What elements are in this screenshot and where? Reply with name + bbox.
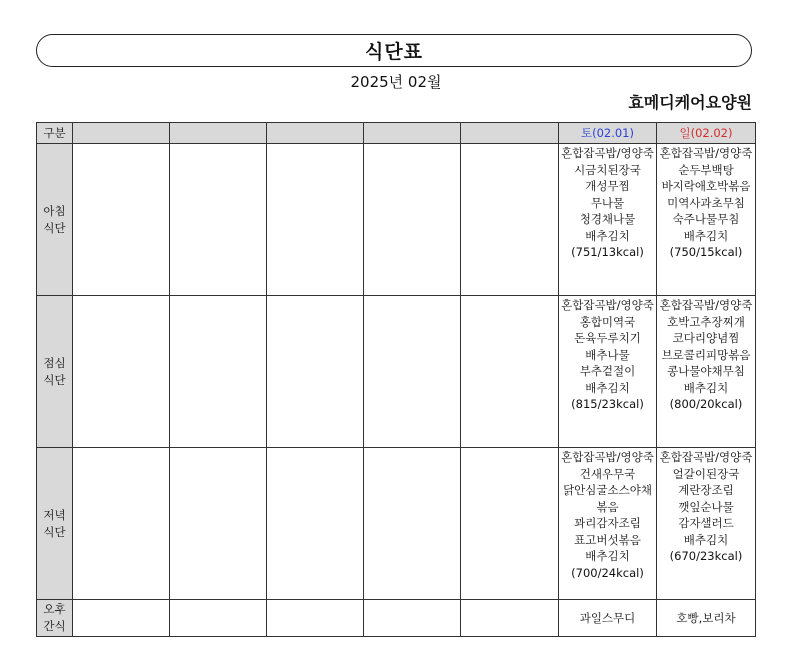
menu-item: 코다리양념찜 [672,331,740,345]
empty-cell [170,144,267,296]
menu-item: 혼합잡곡밥/영양죽 [659,298,753,312]
menu-item: 닭안심굴소스야채볶음 [563,483,652,514]
menu-item: 배추김치 [585,228,630,243]
menu-item: 건새우무국 [579,466,636,481]
row-label-line: 식단 [43,220,66,235]
menu-item: 부추겉절이 [579,364,636,378]
menu-item: 돈육두루치기 [574,331,641,345]
row-label-dinner [37,448,73,600]
day-header-sunday: 일(02.02) [657,123,756,144]
day-header-4 [364,123,461,144]
meal-table [36,122,756,637]
empty-cell [267,600,364,637]
menu-item: 얼갈이된장국 [672,466,740,481]
row-label-breakfast [37,144,73,296]
dinner-row [37,448,756,600]
row-label-line: 식단 [43,372,66,387]
empty-cell [73,296,170,448]
menu-item: 혼합잡곡밥/영양죽 [561,450,654,464]
menu-cell-sunday [657,144,756,296]
empty-cell [73,600,170,637]
menu-item: 표고버섯볶음 [574,532,641,547]
empty-cell [73,448,170,600]
empty-cell [267,296,364,448]
breakfast-row [37,144,756,296]
day-header-2 [170,123,267,144]
menu-item: (815/23kcal) [571,397,644,411]
menu-item: 무나물 [590,195,625,210]
menu-item: 배추김치 [683,380,729,395]
snack-row [37,600,756,637]
menu-item: 바지락애호박볶음 [661,179,751,193]
menu-item: 혼합잡곡밥/영양죽 [659,146,753,160]
menu-item: 혼합잡곡밥/영양죽 [659,450,753,464]
empty-cell [461,144,559,296]
menu-item: 배추김치 [585,380,630,395]
menu-cell-saturday [559,144,657,296]
menu-cell-saturday [559,448,657,600]
day-header-1 [73,123,170,144]
menu-item: 감자샐러드 [678,516,734,530]
day-header-5 [461,123,559,144]
row-label-line: 오후 [43,602,66,616]
menu-item: 계란장조림 [678,483,734,497]
corner-label: 구분 [37,123,73,144]
menu-cell-sunday [657,448,756,600]
row-label-line: 아침 [43,203,66,218]
menu-item: 청경채나물 [579,212,636,226]
menu-item: 호박고추장찌개 [667,314,745,329]
menu-cell-sunday [657,296,756,448]
day-header-3 [267,123,364,144]
menu-item: 꽈리감자조림 [574,516,641,530]
empty-cell [364,448,461,600]
menu-item: (800/20kcal) [669,397,743,411]
menu-item: (751/13kcal) [571,245,644,259]
empty-cell [267,144,364,296]
menu-period: 2025년 02월 [350,73,442,91]
row-label-line: 간식 [43,619,66,633]
row-label-line: 식단 [43,524,66,539]
menu-item: 홍합미역국 [579,314,636,329]
menu-item: 혼합잡곡밥/영양죽 [561,298,654,312]
menu-item: 배추김치 [683,532,729,547]
menu-item: 배추김치 [683,228,729,243]
empty-cell [170,448,267,600]
empty-cell [364,600,461,637]
menu-item: 깻잎순나물 [678,499,734,514]
row-label-lunch [37,296,73,448]
menu-item: 혼합잡곡밥/영양죽 [561,146,654,160]
menu-item: (750/15kcal) [669,245,743,259]
menu-item: 배추나물 [585,347,630,362]
menu-item: 미역사과초무침 [667,195,745,210]
empty-cell [364,296,461,448]
menu-item: (700/24kcal) [571,565,644,580]
snack-cell-sunday: 호빵,보리차 [657,600,756,637]
row-label-line: 저녁 [43,507,66,522]
empty-cell [461,600,559,637]
menu-item: 브로콜리피망볶음 [661,347,751,362]
empty-cell [170,600,267,637]
table-header-row [37,123,756,144]
snack-cell-saturday: 과일스무디 [559,600,657,637]
empty-cell [461,448,559,600]
lunch-row [37,296,756,448]
day-header-saturday: 토(02.01) [559,123,657,144]
row-label-snack [37,600,73,637]
facility-name: 효메디케어요양원 [628,93,752,112]
row-label-line: 점심 [43,355,66,370]
menu-item: 숙주나물무침 [672,212,740,226]
menu-item: 시금치된장국 [574,162,641,177]
empty-cell [364,144,461,296]
menu-item: 콩나물야채무침 [667,364,745,378]
menu-item: 순두부백탕 [678,162,734,177]
menu-item: 배추김치 [585,549,630,563]
empty-cell [73,144,170,296]
menu-cell-saturday [559,296,657,448]
menu-item: (670/23kcal) [669,549,743,563]
page-title: 식단표 [364,41,424,63]
empty-cell [267,448,364,600]
empty-cell [170,296,267,448]
title-box [36,34,752,67]
empty-cell [461,296,559,448]
menu-item: 개성무찜 [585,179,630,193]
